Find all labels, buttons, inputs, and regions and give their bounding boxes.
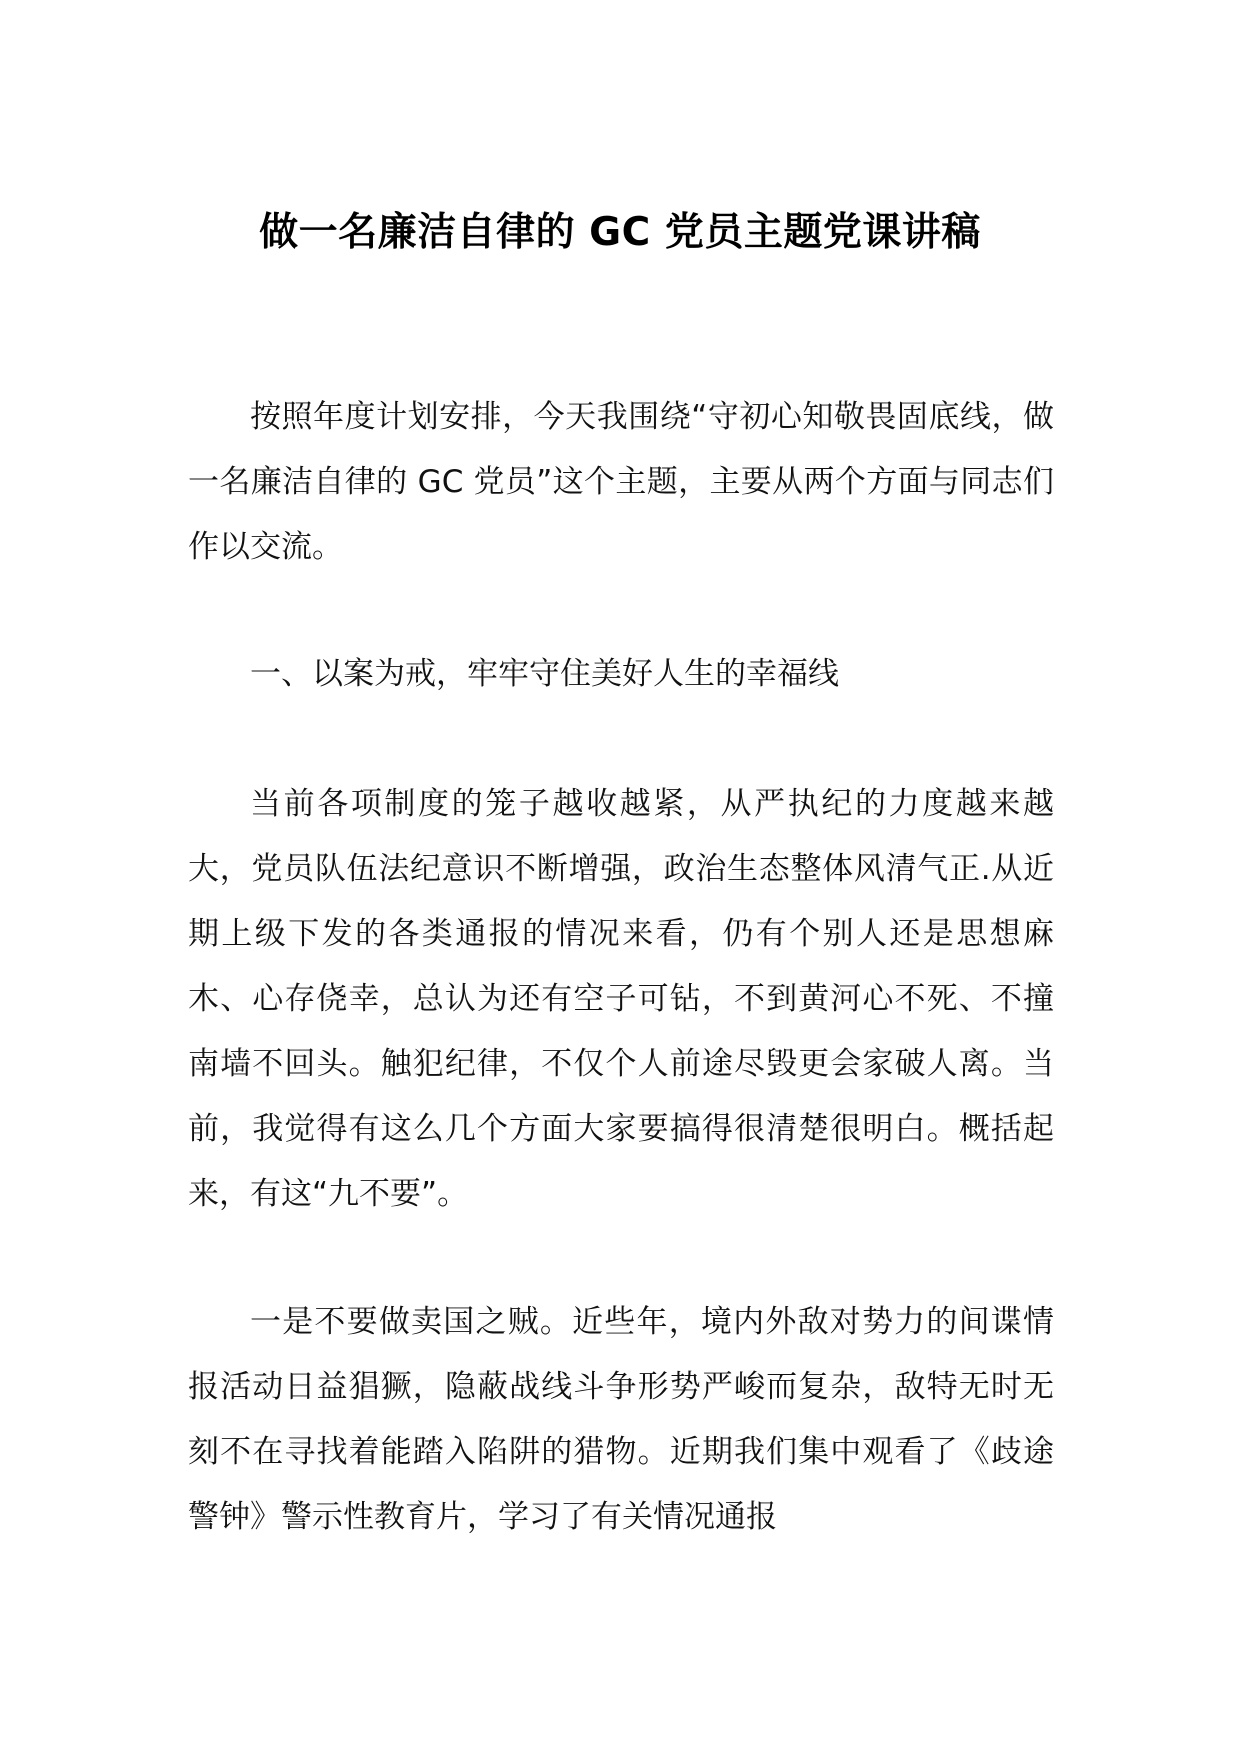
body-paragraph: 当前各项制度的笼子越收越紧，从严执纪的力度越来越大，党员队伍法纪意识不断增强，政治生态整体风清气正.从近期上级下发的各类通报的情况来看，仍有个别人还是思想麻木、心存侥幸，总认为还有空子可钻，不到黄河心不死、不撞南墙不回头。触犯纪律，不仅个人前途尽毁更会家破人离。当前，我觉得有这么几个方面大家要搞得很清楚很明白。概括起来，有这“九不要”。: [188, 786, 1054, 1212]
intro-paragraph: 按照年度计划安排，今天我围绕“守初心知敬畏固底线，做一名廉洁自律的 GC 党员”这个主题，主要从两个方面与同志们作以交流。: [188, 399, 1054, 565]
section-heading: 一、以案为戒，牢牢守住美好人生的幸福线: [250, 656, 839, 692]
body-paragraph: 一是不要做卖国之贼。近些年，境内外敌对势力的间谍情报活动日益猖獗，隐蔽战线斗争形势严峻而复杂，敌特无时无刻不在寻找着能踏入陷阱的猎物。近期我们集中观看了《歧途警钟》警示性教育片，学习了有关情况通报: [188, 1304, 1054, 1535]
document-title: 做一名廉洁自律的 GC 党员主题党课讲稿: [259, 210, 981, 255]
